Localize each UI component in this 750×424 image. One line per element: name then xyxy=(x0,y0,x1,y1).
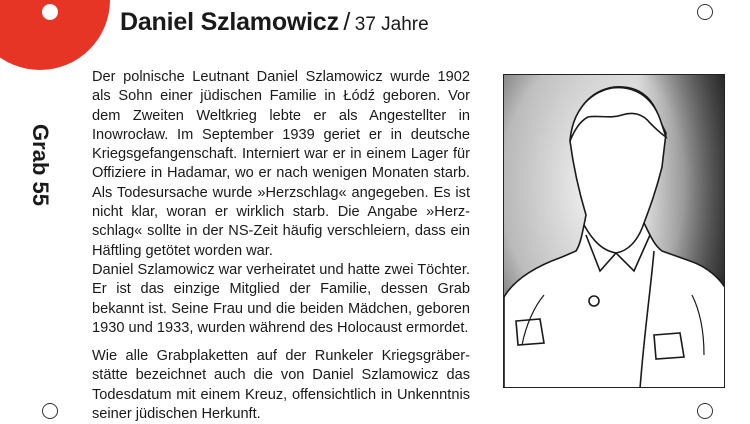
title-separator: / xyxy=(343,8,351,36)
mounting-hole-top-left xyxy=(42,4,58,20)
biography-paragraph-3: Wie alle Grabplaketten auf der Runkeler Kriegsgräberstätte bezeichnet auch die von Daniel Szlamowicz das Todesdatum mit einem Kreuz, offensichtlich in Unkenntnis seiner jüdischen Herkunft. xyxy=(92,348,470,423)
biography-text xyxy=(92,68,470,424)
portrait-illustration xyxy=(504,75,725,388)
person-name: Daniel Szlamowicz xyxy=(120,8,339,36)
page-title xyxy=(120,8,429,37)
mounting-hole-bottom-right xyxy=(697,403,713,419)
mounting-hole-bottom-left xyxy=(42,403,58,419)
grave-number-label: Grab 55 xyxy=(28,124,53,206)
portrait-photo xyxy=(503,74,725,388)
biography-paragraph-2: Daniel Szlamowicz war verheiratet und hatte zwei Töchter. Er ist das einzige Mitglied der Familie, dessen Grab bekannt ist. Seine Frau und die beiden Mädchen, geboren 1930 und 1933, wurden während des Holocaust ermordet. xyxy=(92,261,470,336)
person-age: 37 Jahre xyxy=(354,14,429,35)
biography-paragraph-1: Der polnische Leutnant Daniel Szlamowicz wurde 1902 als Sohn einer jüdischen Familie in Łódź geboren. Vor dem Zweiten Weltkrieg lebte er als Angestellter in Inowrocław. Im September 1939 geriet er in deutsche Kriegsgefangenschaft. Interniert war er in einem Lager für Offiziere in Hadamar, wo er nach wenigen Monaten starb. Als Todesursache wurde »Herzschlag« angegeben. Es ist nicht klar, woran er wirklich starb. Die Angabe »Herzschlag« sollte in der NS-Zeit häufig verschleiern, dass ein Häftling getötet worden war. xyxy=(92,69,470,259)
mounting-hole-top-right xyxy=(697,4,713,20)
